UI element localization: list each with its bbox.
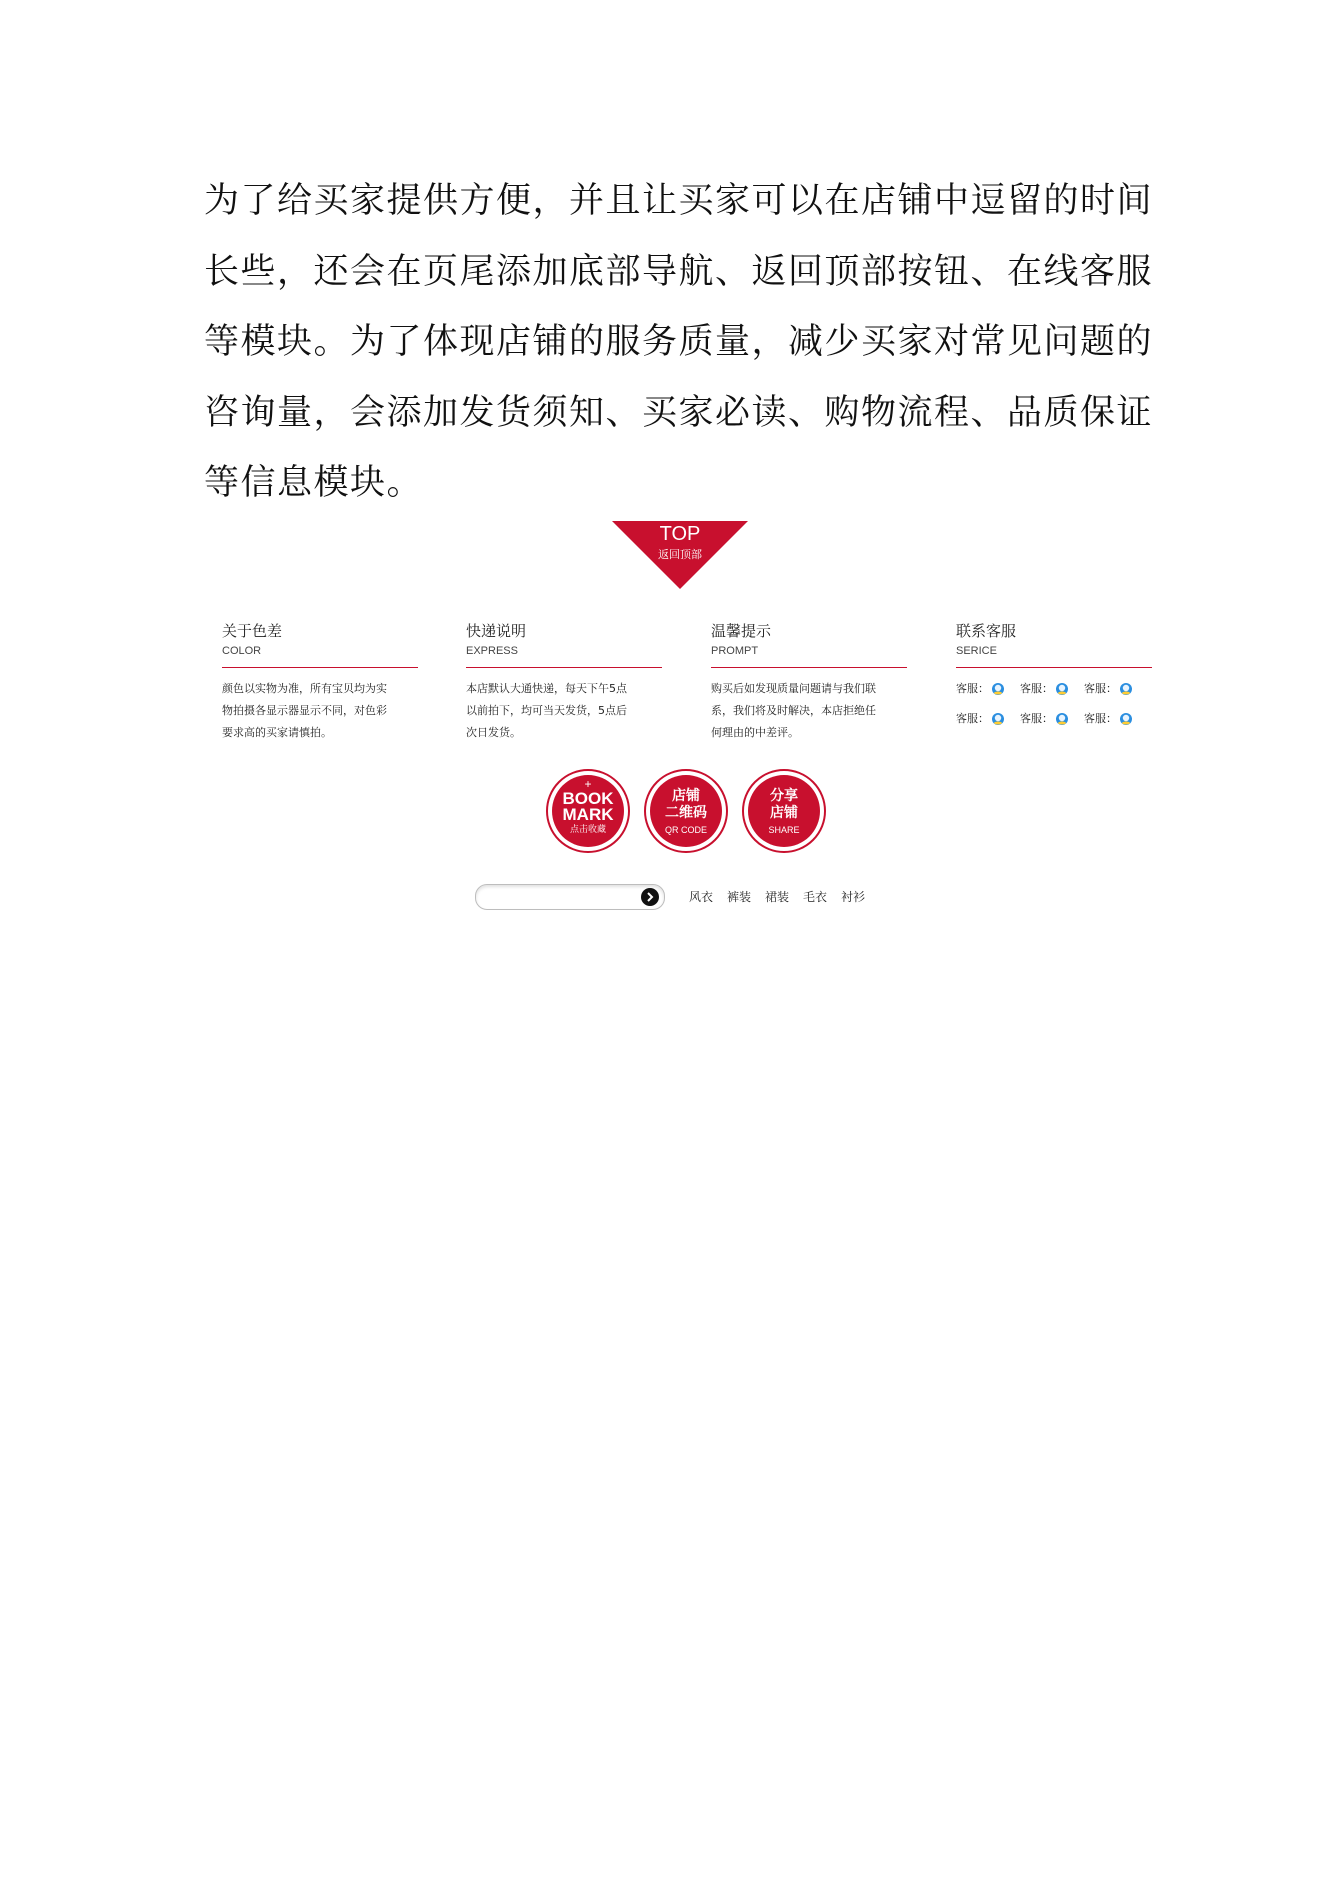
search-box <box>475 884 665 910</box>
badge-line1: 店铺 <box>672 788 700 804</box>
column-title: 关于色差 <box>222 622 283 640</box>
body-line: 物拍摄各显示器显示不同，对色彩 <box>222 704 387 717</box>
arrow-right-icon <box>641 888 659 906</box>
service-contact-link[interactable] <box>1020 710 1084 728</box>
top-sub-label: 返回顶部 <box>658 548 702 561</box>
qq-icon <box>1055 712 1069 726</box>
column-subtitle: PROMPT <box>711 645 759 657</box>
quick-link[interactable]: 衬衫 <box>841 890 866 904</box>
column-divider <box>222 667 418 668</box>
column-divider <box>711 667 907 668</box>
service-contact-link[interactable] <box>1020 680 1084 698</box>
info-column-service <box>956 621 1152 728</box>
column-divider <box>466 667 662 668</box>
qq-icon <box>1119 682 1133 696</box>
paragraph-line: 等信息模块。 <box>204 463 424 503</box>
badge-line2: 二维码 <box>665 805 707 821</box>
qq-icon <box>991 712 1005 726</box>
column-body <box>222 678 418 744</box>
qq-icon <box>1119 712 1133 726</box>
badge-line1: BOOK <box>562 789 614 808</box>
service-label: 客服： <box>1020 712 1053 725</box>
service-grid <box>956 680 1152 728</box>
quick-link[interactable]: 裤装 <box>727 890 752 904</box>
service-label: 客服： <box>1084 682 1117 695</box>
service-contact-link[interactable] <box>956 710 1020 728</box>
column-divider <box>956 667 1152 668</box>
qr-code-button[interactable] <box>643 768 729 854</box>
badge-line3: SHARE <box>768 825 800 835</box>
top-label: TOP <box>659 523 701 545</box>
search-input[interactable] <box>486 888 630 906</box>
qq-icon <box>991 682 1005 696</box>
service-label: 客服： <box>956 682 989 695</box>
column-subtitle: SERICE <box>956 645 997 657</box>
badge-line1: 分享 <box>770 788 798 804</box>
body-line: 购买后如发现质量问题请与我们联 <box>711 682 876 695</box>
service-contact-link[interactable] <box>956 680 1020 698</box>
service-label: 客服： <box>1020 682 1053 695</box>
quick-link[interactable]: 风衣 <box>689 890 714 904</box>
quick-link[interactable]: 毛衣 <box>803 890 828 904</box>
paragraph-line: 咨询量，会添加发货须知、买家必读、购物流程、品质保证 <box>204 392 1154 433</box>
column-title: 联系客服 <box>956 622 1017 640</box>
share-store-button[interactable] <box>741 768 827 854</box>
info-column-express <box>466 621 662 744</box>
quick-link[interactable]: 裙装 <box>765 890 790 904</box>
body-line: 系，我们将及时解决，本店拒绝任 <box>711 704 876 717</box>
paragraph-line: 等模块。为了体现店铺的服务质量，减少买家对常见问题的 <box>204 322 1154 362</box>
column-subtitle: EXPRESS <box>466 645 518 657</box>
info-column-prompt <box>711 621 907 744</box>
body-line: 次日发货。 <box>466 726 521 739</box>
badge-line2: MARK <box>562 805 614 824</box>
badge-plus: + <box>584 777 592 791</box>
paragraph-line: 长些，还会在页尾添加底部导航、返回顶部按钮、在线客服 <box>204 251 1154 292</box>
info-column-color <box>222 621 418 744</box>
intro-paragraph <box>204 166 1154 519</box>
quick-category-links <box>689 887 879 907</box>
badge-line3: 点击收藏 <box>569 825 606 835</box>
column-body <box>711 678 907 744</box>
qq-icon <box>1055 682 1069 696</box>
body-line: 要求高的买家请慎拍。 <box>222 726 332 739</box>
search-submit-button[interactable] <box>641 888 659 906</box>
body-line: 以前拍下，均可当天发货，5点后 <box>466 704 627 717</box>
column-body <box>466 678 662 744</box>
back-to-top-button[interactable] <box>612 521 748 589</box>
column-title: 快递说明 <box>466 622 527 640</box>
badge-line3: QR CODE <box>664 825 707 835</box>
service-label: 客服： <box>1084 712 1117 725</box>
badge-line2: 店铺 <box>770 805 798 821</box>
service-contact-link[interactable] <box>1084 680 1148 698</box>
body-line: 何理由的中差评。 <box>711 726 799 739</box>
column-title: 温馨提示 <box>711 622 772 640</box>
bookmark-button[interactable] <box>545 768 631 854</box>
body-line: 颜色以实物为准，所有宝贝均为实 <box>222 682 387 695</box>
paragraph-line: 为了给买家提供方便，并且让买家可以在店铺中逗留的时间 <box>204 181 1154 221</box>
column-subtitle: COLOR <box>222 645 262 657</box>
service-contact-link[interactable] <box>1084 710 1148 728</box>
service-label: 客服： <box>956 712 989 725</box>
body-line: 本店默认大通快递，每天下午5点 <box>466 682 627 695</box>
